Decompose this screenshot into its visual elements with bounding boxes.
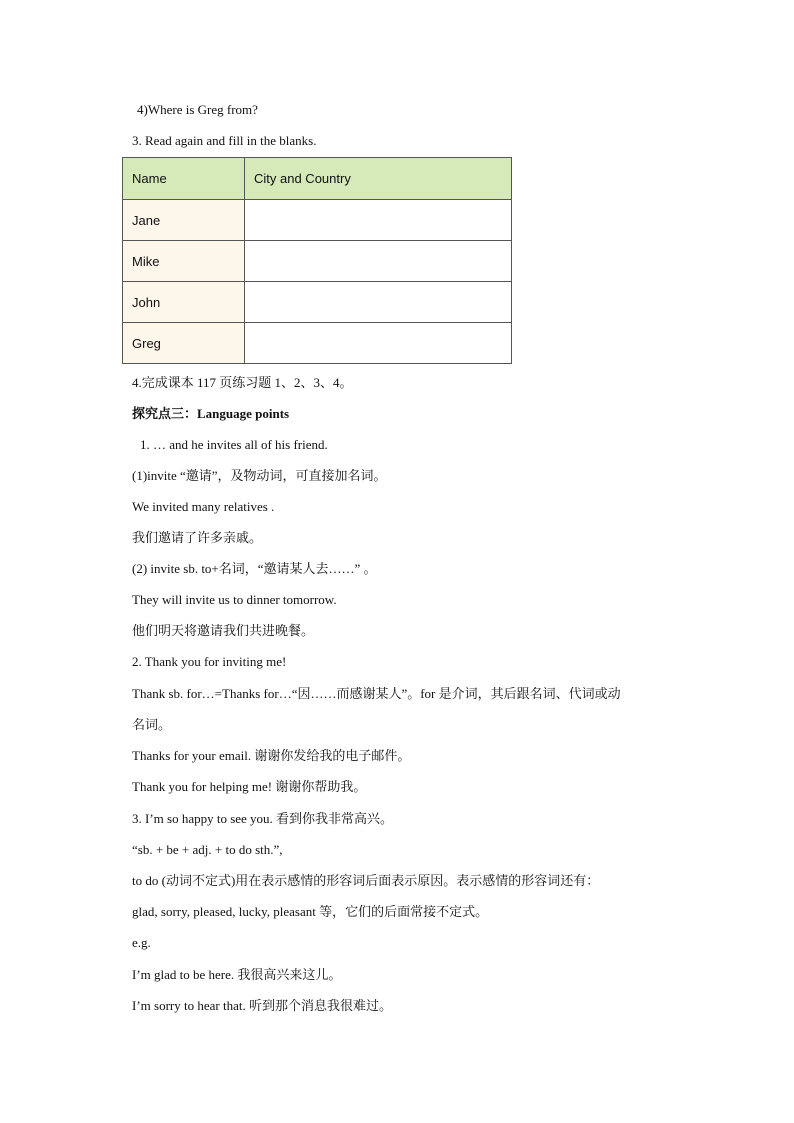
- example-sentence: They will invite us to dinner tomorrow.: [132, 592, 337, 607]
- name-cell: Greg: [123, 323, 245, 364]
- eg-label: e.g.: [132, 935, 151, 950]
- section-heading: 探究点三：Language points: [132, 406, 290, 421]
- city-country-cell: [245, 282, 512, 323]
- city-country-cell: [245, 200, 512, 241]
- thank-usage-cont: 名词。: [132, 717, 172, 732]
- grammar-pattern: “sb. + be + adj. + to do sth.”,: [132, 842, 283, 857]
- example-translation: 他们明天将邀请我们共进晚餐。: [132, 623, 315, 638]
- fill-in-table: [122, 157, 512, 364]
- point-3-heading: 3. I’m so happy to see you. 看到你我非常高兴。: [132, 811, 394, 826]
- header-city-country: City and Country: [245, 158, 512, 200]
- table-row: [123, 282, 512, 323]
- example-sentence: I’m sorry to hear that. 听到那个消息我很难过。: [132, 998, 392, 1013]
- example-sentence: We invited many relatives .: [132, 499, 275, 514]
- example-sentence: I’m glad to be here. 我很高兴来这儿。: [132, 967, 342, 982]
- header-name: Name: [123, 158, 245, 200]
- example-translation: 我们邀请了许多亲戚。: [132, 530, 263, 545]
- point-2-heading: 2. Thank you for inviting me!: [132, 654, 287, 669]
- invite-usage-2: (2) invite sb. to+名词，“邀请某人去……” 。: [132, 561, 377, 576]
- thank-usage: Thank sb. for…=Thanks for…“因……而感谢某人”。for 是介词，其后跟名词、代词或动: [132, 686, 621, 701]
- name-cell: Mike: [123, 241, 245, 282]
- city-country-cell: [245, 323, 512, 364]
- task-3-instruction: 3. Read again and fill in the blanks.: [132, 133, 317, 148]
- table-row: [123, 200, 512, 241]
- example-sentence: Thanks for your email. 谢谢你发给我的电子邮件。: [132, 748, 411, 763]
- name-cell: John: [123, 282, 245, 323]
- table-row: [123, 241, 512, 282]
- task-4-instruction: 4.完成课本 117 页练习题 1、2、3、4。: [132, 375, 353, 390]
- point-1-heading: 1. … and he invites all of his friend.: [140, 437, 328, 452]
- invite-usage-1: (1)invite “邀请”，及物动词，可直接加名词。: [132, 468, 387, 483]
- emotion-adjectives: glad, sorry, pleased, lucky, pleasant 等，它们的后面常接不定式。: [132, 904, 489, 919]
- name-cell: Jane: [123, 200, 245, 241]
- infinitive-explanation: to do (动词不定式)用在表示感情的形容词后面表示原因。表示感情的形容词还有：: [132, 873, 600, 888]
- question-4: 4)Where is Greg from?: [137, 102, 258, 117]
- table-row: [123, 323, 512, 364]
- city-country-cell: [245, 241, 512, 282]
- table-header-row: [123, 158, 512, 200]
- example-sentence: Thank you for helping me! 谢谢你帮助我。: [132, 779, 367, 794]
